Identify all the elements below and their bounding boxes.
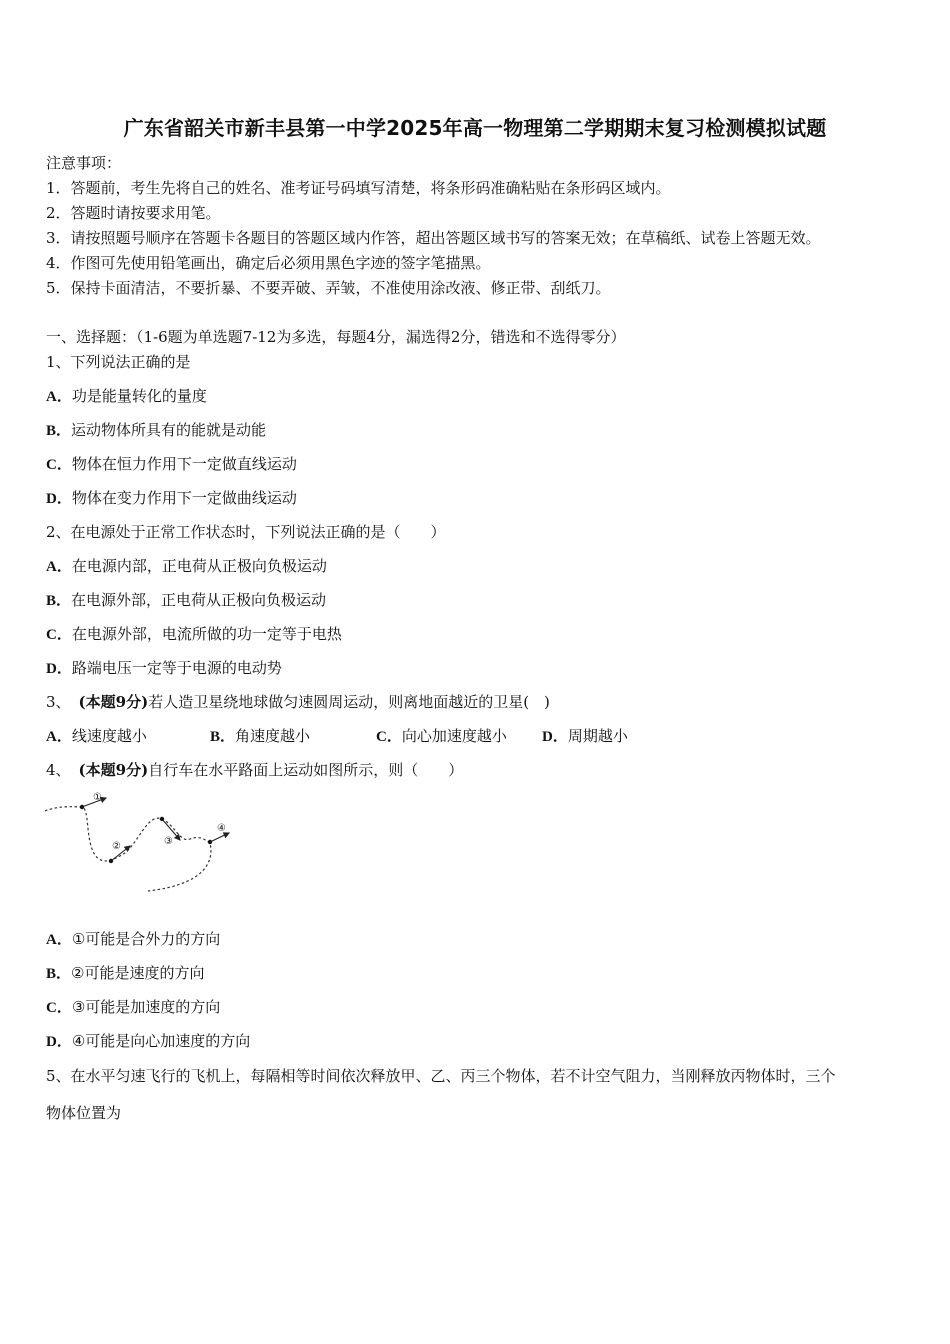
option-letter: A． [46, 559, 72, 575]
option-text: 在电源外部，正电荷从正极向负极运动 [71, 591, 327, 609]
label-2: ② [112, 841, 121, 852]
notice-heading: 注意事项： [46, 154, 122, 172]
question-score: (本题9分) [78, 693, 149, 711]
option-text: 线速度越小 [71, 727, 147, 745]
page-title: 广东省韶关市新丰县第一中学2025年高一物理第二学期期末复习检测模拟试题 [123, 116, 827, 140]
q2-option-b [46, 589, 326, 610]
q4-option-a [46, 928, 220, 949]
option-text: 物体在变力作用下一定做曲线运动 [71, 489, 297, 507]
label-4: ④ [217, 823, 226, 834]
option-letter: B． [46, 423, 72, 439]
bicycle-path-diagram [40, 785, 250, 900]
option-letter: A． [46, 932, 72, 948]
question-2-stem: 2、在电源处于正常工作状态时，下列说法正确的是（ ） [46, 523, 446, 541]
question-5-stem: 5、在水平匀速飞行的飞机上，每隔相等时间依次释放甲、乙、丙三个物体，若不计空气阻力，当刚释放丙物体时，三个 [46, 1067, 836, 1085]
q1-option-d [46, 487, 297, 508]
q2-option-a [46, 555, 327, 576]
option-text: 功是能量转化的量度 [71, 387, 207, 405]
question-3-stem [46, 691, 550, 712]
q1-option-b [46, 419, 266, 440]
q2-option-c [46, 623, 342, 644]
option-text: 周期越小 [567, 727, 628, 745]
notice-item: 4．作图可先使用铅笔画出，确定后必须用黑色字迹的签字笔描黑。 [46, 254, 491, 272]
q3-option-a [46, 725, 210, 746]
notice-item: 5．保持卡面清洁，不要折暴、不要弄破、弄皱，不准使用涂改液、修正带、刮纸刀。 [46, 279, 611, 297]
option-letter: C． [376, 729, 402, 745]
option-text: 角速度越小 [235, 727, 311, 745]
question-text: 自行车在水平路面上运动如图所示，则（ ） [148, 761, 464, 779]
question-4-stem [46, 759, 463, 780]
option-text: ③可能是加速度的方向 [71, 998, 221, 1016]
option-letter: B． [46, 966, 72, 982]
option-letter: D． [542, 729, 568, 745]
option-letter: A． [46, 389, 72, 405]
option-letter: C． [46, 627, 72, 643]
question-score: (本题9分) [78, 761, 149, 779]
option-letter: D． [46, 491, 72, 507]
q4-option-b [46, 962, 204, 983]
option-text: 在电源外部，电流所做的功一定等于电热 [71, 625, 342, 643]
question-text: 若人造卫星绕地球做匀速圆周运动，则离地面越近的卫星( ) [148, 693, 550, 711]
q1-option-a [46, 385, 207, 406]
option-text: 物体在恒力作用下一定做直线运动 [71, 455, 297, 473]
option-text: ④可能是向心加速度的方向 [71, 1032, 251, 1050]
option-text: ①可能是合外力的方向 [71, 930, 221, 948]
q2-option-d [46, 657, 282, 678]
q3-options-row [46, 725, 628, 746]
option-letter: A． [46, 729, 72, 745]
question-1-stem: 1、下列说法正确的是 [46, 353, 191, 371]
option-letter: D． [46, 1034, 72, 1050]
q4-option-d [46, 1030, 250, 1051]
arrow-4 [210, 833, 229, 842]
option-text: 向心加速度越小 [401, 727, 507, 745]
option-letter: B． [46, 593, 72, 609]
q3-option-d [542, 725, 628, 746]
option-text: 路端电压一定等于电源的电动势 [71, 659, 282, 677]
label-3: ③ [164, 836, 173, 847]
label-1: ① [93, 792, 102, 803]
notice-item: 2．答题时请按要求用笔。 [46, 204, 221, 222]
option-letter: C． [46, 1000, 72, 1016]
question-number: 4、 [46, 761, 71, 779]
option-text: ②可能是速度的方向 [71, 964, 205, 982]
option-letter: C． [46, 457, 72, 473]
option-letter: D． [46, 661, 72, 677]
question-number: 3、 [46, 693, 71, 711]
option-letter: B． [210, 729, 236, 745]
q3-option-b [210, 725, 376, 746]
q4-option-c [46, 996, 220, 1017]
option-text: 运动物体所具有的能就是动能 [71, 421, 267, 439]
question-5-stem-cont: 物体位置为 [46, 1104, 122, 1122]
notice-item: 1．答题前，考生先将自己的姓名、准考证号码填写清楚，将条形码准确粘贴在条形码区域内。 [46, 179, 671, 197]
option-text: 在电源内部，正电荷从正极向负极运动 [71, 557, 327, 575]
q1-option-c [46, 453, 297, 474]
notice-item: 3．请按照题号顺序在答题卡各题目的答题区域内作答，超出答题区域书写的答案无效；在草稿纸、试卷上答题无效。 [46, 229, 821, 247]
q3-option-c [376, 725, 542, 746]
section-heading: 一、选择题：（1-6题为单选题7-12为多选，每题4分，漏选得2分，错选和不选得零分） [46, 328, 626, 346]
path-curve [45, 807, 211, 891]
